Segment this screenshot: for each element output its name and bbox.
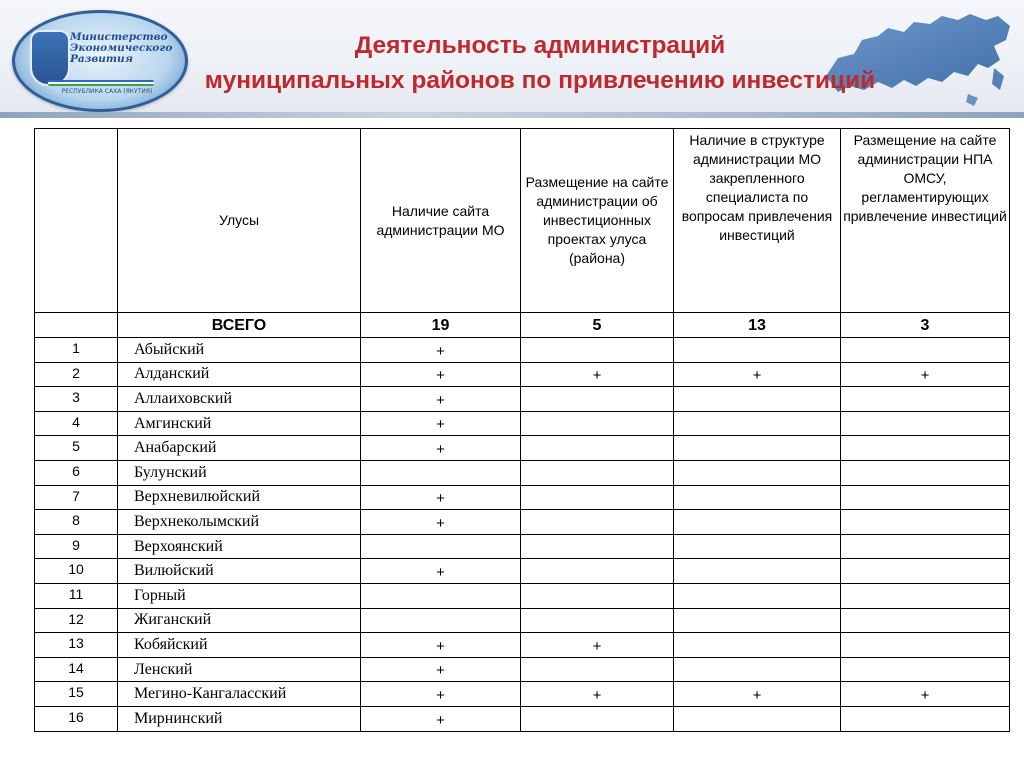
row-ulus-name: Анабарский [118,436,361,461]
row-number: 3 [35,387,118,412]
total-projects: 5 [521,313,674,338]
row-site-mark [361,583,521,608]
table-row [35,338,1010,363]
row-npa-mark [841,608,1010,633]
row-site-mark: + [361,706,521,731]
table-row [35,411,1010,436]
column-header-projects: Размещение на сайте администрации об инвестиционных проектах улуса (района) [521,129,674,313]
row-projects-mark [521,559,674,584]
row-ulus-name: Горный [118,583,361,608]
row-ulus-name: Мегино-Кангаласский [118,682,361,707]
row-site-mark: + [361,485,521,510]
row-npa-mark [841,485,1010,510]
row-npa-mark [841,387,1010,412]
row-projects-mark [521,485,674,510]
row-npa-mark [841,534,1010,559]
table-total-row [35,313,1010,338]
row-specialist-mark [674,657,841,682]
row-specialist-mark [674,338,841,363]
row-site-mark: + [361,510,521,535]
row-ulus-name: Верхнеколымский [118,510,361,535]
row-number: 9 [35,534,118,559]
table-row [35,583,1010,608]
row-ulus-name: Булунский [118,460,361,485]
table-row [35,706,1010,731]
table-row [35,633,1010,658]
row-npa-mark [841,706,1010,731]
row-projects-mark [521,460,674,485]
table-row [35,608,1010,633]
row-ulus-name: Вилюйский [118,559,361,584]
row-ulus-name: Кобяйский [118,633,361,658]
row-npa-mark [841,411,1010,436]
row-specialist-mark [674,583,841,608]
row-specialist-mark [674,608,841,633]
row-npa-mark [841,510,1010,535]
total-site: 19 [361,313,521,338]
row-number: 6 [35,460,118,485]
row-specialist-mark [674,559,841,584]
row-number: 1 [35,338,118,363]
row-site-mark: + [361,657,521,682]
row-site-mark [361,534,521,559]
row-site-mark: + [361,436,521,461]
row-specialist-mark [674,706,841,731]
row-number: 11 [35,583,118,608]
row-site-mark [361,460,521,485]
row-ulus-name: Амгинский [118,411,361,436]
column-header-number [35,129,118,313]
logo-subtitle: РЕСПУБЛИКА САХА (ЯКУТИЯ) [61,88,153,95]
row-specialist-mark [674,485,841,510]
row-number: 14 [35,657,118,682]
row-projects-mark: + [521,633,674,658]
logo-text-line: Развития [70,53,134,65]
row-npa-mark [841,338,1010,363]
table-row [35,657,1010,682]
row-projects-mark [521,436,674,461]
title-line-1: Деятельность администраций [354,32,726,59]
investment-table [34,128,1010,732]
slide-header [0,0,1024,118]
row-number: 13 [35,633,118,658]
logo-text-line: Экономического [70,42,173,54]
row-specialist-mark [674,436,841,461]
table-row [35,460,1010,485]
column-header-uluses: Улусы [118,129,361,313]
row-ulus-name: Верхоянский [118,534,361,559]
row-specialist-mark [674,387,841,412]
row-number: 8 [35,510,118,535]
total-label: ВСЕГО [118,313,361,338]
row-number: 5 [35,436,118,461]
row-specialist-mark [674,460,841,485]
column-header-site: Наличие сайта администрации МО [361,129,521,313]
row-projects-mark [521,583,674,608]
total-specialist: 13 [674,313,841,338]
column-header-npa: Размещение на сайте администрации НПА ОМСУ, регламентирующих привлечение инвестиций [841,129,1010,313]
row-projects-mark [521,706,674,731]
row-number: 7 [35,485,118,510]
row-ulus-name: Мирнинский [118,706,361,731]
emblem-icon [30,30,70,86]
row-site-mark: + [361,682,521,707]
table-row [35,362,1010,387]
table-row [35,559,1010,584]
row-site-mark: + [361,387,521,412]
row-ulus-name: Ленский [118,657,361,682]
row-site-mark: + [361,338,521,363]
row-specialist-mark [674,633,841,658]
row-specialist-mark [674,411,841,436]
table-row [35,534,1010,559]
table-row [35,510,1010,535]
row-ulus-name: Алданский [118,362,361,387]
row-projects-mark [521,338,674,363]
table-row [35,387,1010,412]
row-npa-mark: + [841,362,1010,387]
row-projects-mark [521,657,674,682]
row-npa-mark [841,583,1010,608]
row-site-mark: + [361,411,521,436]
row-projects-mark [521,510,674,535]
row-number: 12 [35,608,118,633]
row-ulus-name: Верхневилюйский [118,485,361,510]
row-specialist-mark [674,510,841,535]
table-row [35,682,1010,707]
row-npa-mark [841,559,1010,584]
row-ulus-name: Абыйский [118,338,361,363]
row-number: 16 [35,706,118,731]
table-header-row [35,129,1010,313]
row-projects-mark [521,387,674,412]
table-body [35,338,1010,732]
row-ulus-name: Аллаиховский [118,387,361,412]
row-projects-mark: + [521,682,674,707]
row-npa-mark [841,436,1010,461]
row-projects-mark [521,608,674,633]
title-line-2: муниципальных районов по привлечению инвестиций [204,67,876,94]
row-number: 4 [35,411,118,436]
row-specialist-mark: + [674,362,841,387]
row-specialist-mark [674,534,841,559]
row-projects-mark: + [521,362,674,387]
row-site-mark [361,608,521,633]
header-divider [0,112,1024,118]
row-site-mark: + [361,633,521,658]
slide-title [100,28,980,98]
row-npa-mark: + [841,682,1010,707]
logo-text-line: Министерство [70,31,168,43]
column-header-specialist: Наличие в структуре администрации МО закрепленного специалиста по вопросам привлечения инвестиций [674,129,841,313]
total-number-cell [35,313,118,338]
row-npa-mark [841,633,1010,658]
row-npa-mark [841,657,1010,682]
table-row [35,436,1010,461]
row-npa-mark [841,460,1010,485]
table-row [35,485,1010,510]
row-projects-mark [521,411,674,436]
row-number: 10 [35,559,118,584]
row-projects-mark [521,534,674,559]
row-site-mark: + [361,362,521,387]
row-site-mark: + [361,559,521,584]
total-npa: 3 [841,313,1010,338]
row-number: 15 [35,682,118,707]
row-specialist-mark: + [674,682,841,707]
row-number: 2 [35,362,118,387]
row-ulus-name: Жиганский [118,608,361,633]
